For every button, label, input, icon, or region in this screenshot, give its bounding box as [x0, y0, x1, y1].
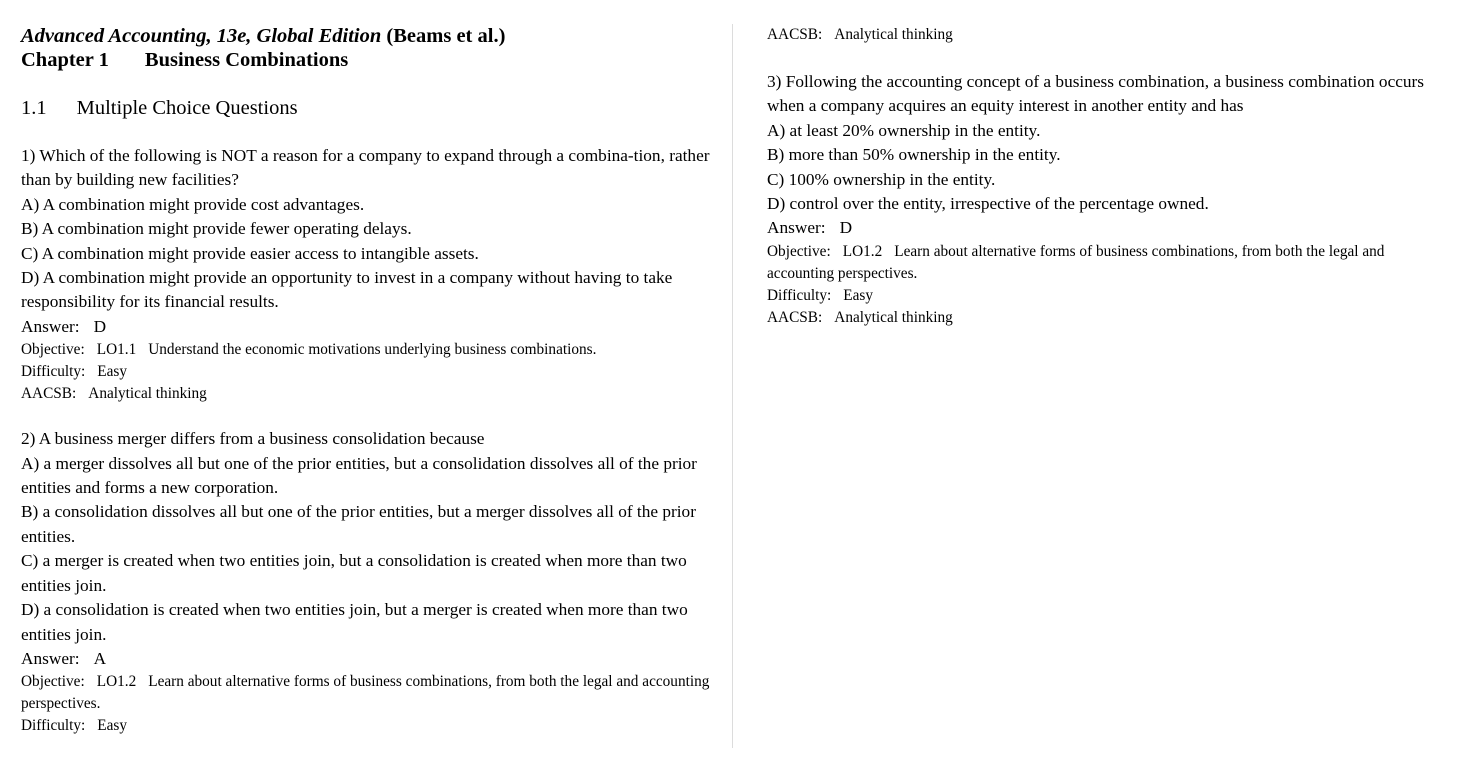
section-title: Multiple Choice Questions	[76, 97, 298, 119]
aacsb-label: AACSB:	[21, 385, 77, 403]
aacsb-line	[767, 24, 1447, 46]
answer-value: D	[839, 218, 853, 238]
left-column	[21, 24, 711, 737]
objective-text: Learn about alternative forms of business combinations, from both the legal and accounting perspectives.	[767, 242, 1385, 282]
chapter-title: Business Combinations	[144, 49, 349, 71]
difficulty-value: Easy	[843, 286, 874, 304]
book-title-italic: Advanced Accounting, 13e, Global Edition	[21, 25, 382, 47]
question-3	[767, 70, 1447, 329]
objective-code: LO1.1	[96, 341, 137, 359]
answer-label: Answer:	[767, 218, 826, 238]
question-stem: 1) Which of the following is NOT a reason for a company to expand through a combina-tion, rather than by building new facilities?	[21, 146, 710, 190]
option-d: D) a consolidation is created when two entities join, but a merger is created when more than two entities join.	[21, 600, 688, 644]
difficulty-label: Difficulty:	[21, 717, 86, 735]
difficulty-value: Easy	[97, 717, 128, 735]
aacsb-value: Analytical thinking	[88, 385, 207, 403]
answer-label: Answer:	[21, 316, 80, 336]
question-2	[21, 427, 711, 737]
option-c: C) a merger is created when two entities join, but a consolidation is created when more than two entities join.	[21, 551, 687, 595]
objective-code: LO1.2	[842, 242, 883, 260]
objective-text: Understand the economic motivations underlying business combinations.	[148, 341, 597, 359]
objective-line	[21, 671, 711, 715]
chapter-heading	[21, 48, 711, 72]
aacsb-line	[767, 307, 1447, 329]
chapter-label: Chapter 1	[21, 49, 109, 71]
aacsb-label: AACSB:	[767, 308, 823, 326]
objective-code: LO1.2	[96, 673, 137, 691]
option-d: D) A combination might provide an opportunity to invest in a company without having to take responsibility for its financial results.	[21, 268, 673, 312]
difficulty-value: Easy	[97, 363, 128, 381]
section-number: 1.1	[21, 97, 47, 119]
option-b: B) a consolidation dissolves all but one of the prior entities, but a merger dissolves all of the prior entities.	[21, 502, 696, 546]
answer-label: Answer:	[21, 648, 80, 668]
option-d: D) control over the entity, irrespective of the percentage owned.	[767, 194, 1209, 214]
answer-line	[21, 315, 711, 339]
option-b: B) A combination might provide fewer operating delays.	[21, 219, 412, 239]
option-a: A) a merger dissolves all but one of the prior entities, but a consolidation dissolves all of the prior entities and forms a new corporation.	[21, 453, 697, 498]
objective-line	[21, 339, 711, 361]
option-c: C) A combination might provide easier access to intangible assets.	[21, 243, 479, 263]
question-stem: 2) A business merger differs from a business consolidation because	[21, 429, 485, 449]
option-a: A) A combination might provide cost advantages.	[21, 194, 365, 214]
answer-value: D	[93, 316, 107, 336]
aacsb-value: Analytical thinking	[834, 308, 953, 326]
difficulty-line	[767, 285, 1447, 307]
option-b: B) more than 50% ownership in the entity.	[767, 145, 1061, 165]
option-c: C) 100% ownership in the entity.	[767, 169, 996, 189]
section-heading	[21, 96, 711, 120]
objective-text: Learn about alternative forms of business combinations, from both the legal and accounting perspectives.	[21, 673, 710, 713]
question-stem: 3) Following the accounting concept of a business combination, a business combination occurs when a company acquires an equity interest in another entity and has	[767, 72, 1425, 116]
book-title	[21, 24, 711, 48]
answer-line	[21, 647, 711, 671]
objective-line	[767, 241, 1447, 285]
aacsb-value: Analytical thinking	[834, 26, 953, 43]
objective-label: Objective:	[21, 341, 85, 359]
difficulty-label: Difficulty:	[767, 286, 832, 304]
aacsb-label: AACSB:	[767, 26, 823, 43]
objective-label: Objective:	[21, 673, 85, 691]
question-1	[21, 144, 711, 405]
difficulty-line	[21, 715, 711, 737]
answer-line	[767, 216, 1447, 240]
right-column	[767, 24, 1447, 329]
objective-label: Objective:	[767, 242, 831, 260]
aacsb-line	[21, 383, 711, 405]
difficulty-line	[21, 361, 711, 383]
answer-value: A	[93, 648, 107, 668]
difficulty-label: Difficulty:	[21, 363, 86, 381]
column-divider	[732, 24, 733, 748]
book-authors: (Beams et al.)	[386, 25, 506, 47]
option-a: A) at least 20% ownership in the entity.	[767, 120, 1041, 140]
